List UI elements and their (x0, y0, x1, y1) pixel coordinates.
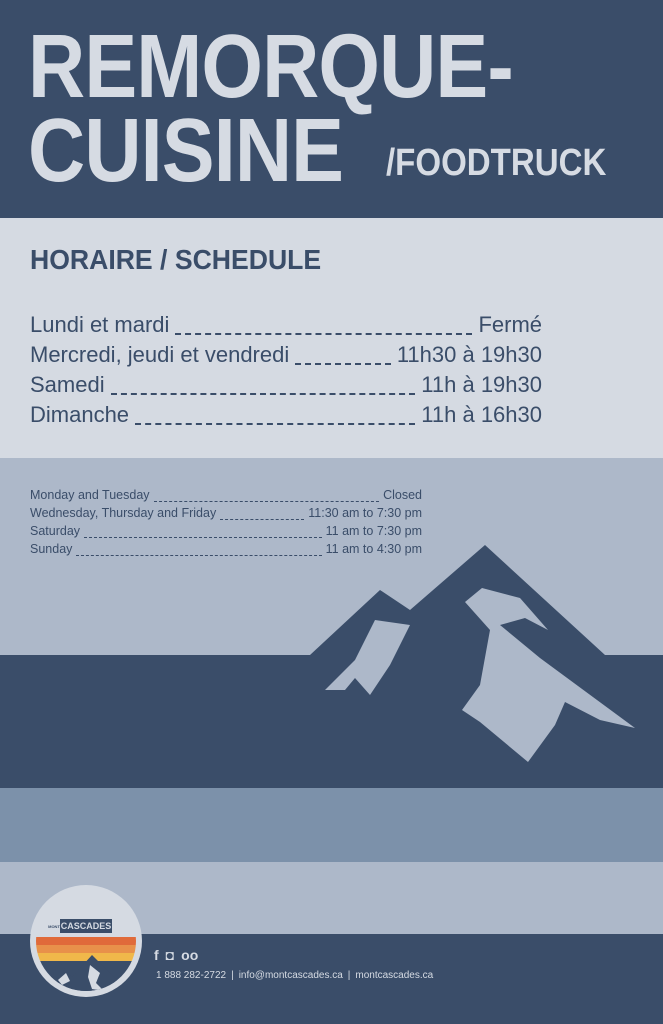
day-label: Monday and Tuesday (30, 488, 150, 502)
hours-value: Closed (383, 488, 422, 502)
mid-band (0, 788, 663, 862)
schedule-row-en (30, 524, 422, 542)
schedule-row-fr (30, 312, 542, 342)
hours-value: 11 am to 7:30 pm (325, 524, 422, 538)
leader-dashes (295, 349, 391, 365)
logo-stripe-orange (30, 937, 142, 945)
leader-dashes (175, 319, 472, 335)
schedule-row-en (30, 542, 422, 560)
separator: | (231, 970, 234, 981)
leader-dashes (84, 528, 322, 538)
page-subtitle: /FOODTRUCK (386, 142, 607, 184)
schedule-row-en (30, 488, 422, 506)
facebook-icon[interactable]: f (154, 947, 159, 963)
leader-dashes (135, 409, 415, 425)
mountain-silhouette (0, 545, 663, 770)
day-label: Dimanche (30, 402, 130, 427)
day-label: Lundi et mardi (30, 312, 170, 337)
schedule-row-en (30, 506, 422, 524)
separator: | (347, 970, 351, 981)
tripadvisor-icon[interactable]: oo (181, 947, 199, 963)
leader-dashes (111, 379, 416, 395)
instagram-icon[interactable]: ◘ (165, 947, 175, 963)
website-link[interactable]: montcascades.ca (355, 970, 434, 981)
phone-number[interactable]: 1 888 282-2722 (156, 970, 227, 981)
hours-value: 11h à 16h30 (421, 402, 542, 427)
hours-value: 11h30 à 19h30 (396, 342, 542, 367)
schedule-heading: HORAIRE / SCHEDULE (30, 244, 322, 275)
email-link[interactable]: info@montcascades.ca (238, 970, 343, 981)
social-links (154, 947, 198, 963)
day-label: Sunday (30, 542, 73, 556)
page-title-line-2: CUISINE (28, 101, 344, 201)
hours-value: Fermé (478, 312, 542, 337)
leader-dashes (76, 546, 321, 556)
day-label: Wednesday, Thursday and Friday (30, 506, 217, 520)
schedule-row-fr (30, 402, 542, 432)
schedule-row-fr (30, 372, 542, 402)
logo-wordmark-small: MONT (48, 924, 60, 929)
hours-value: 11 am to 4:30 pm (325, 542, 422, 556)
logo-wordmark: CASCADES (60, 921, 112, 931)
schedule-row-fr (30, 342, 542, 372)
day-label: Saturday (30, 524, 81, 538)
leader-dashes (154, 492, 380, 502)
mont-cascades-logo (30, 885, 142, 997)
day-label: Samedi (30, 372, 105, 397)
hours-value: 11h à 19h30 (421, 372, 542, 397)
day-label: Mercredi, jeudi et vendredi (30, 342, 290, 367)
mountain-illustration (0, 530, 663, 770)
leader-dashes (220, 510, 304, 520)
contact-line (156, 970, 433, 981)
logo-stripe-amber (30, 945, 142, 953)
page-title-line-1: REMORQUE- (28, 17, 513, 117)
logo-stripe-yellow (30, 953, 142, 961)
hours-value: 11:30 am to 7:30 pm (308, 506, 422, 520)
